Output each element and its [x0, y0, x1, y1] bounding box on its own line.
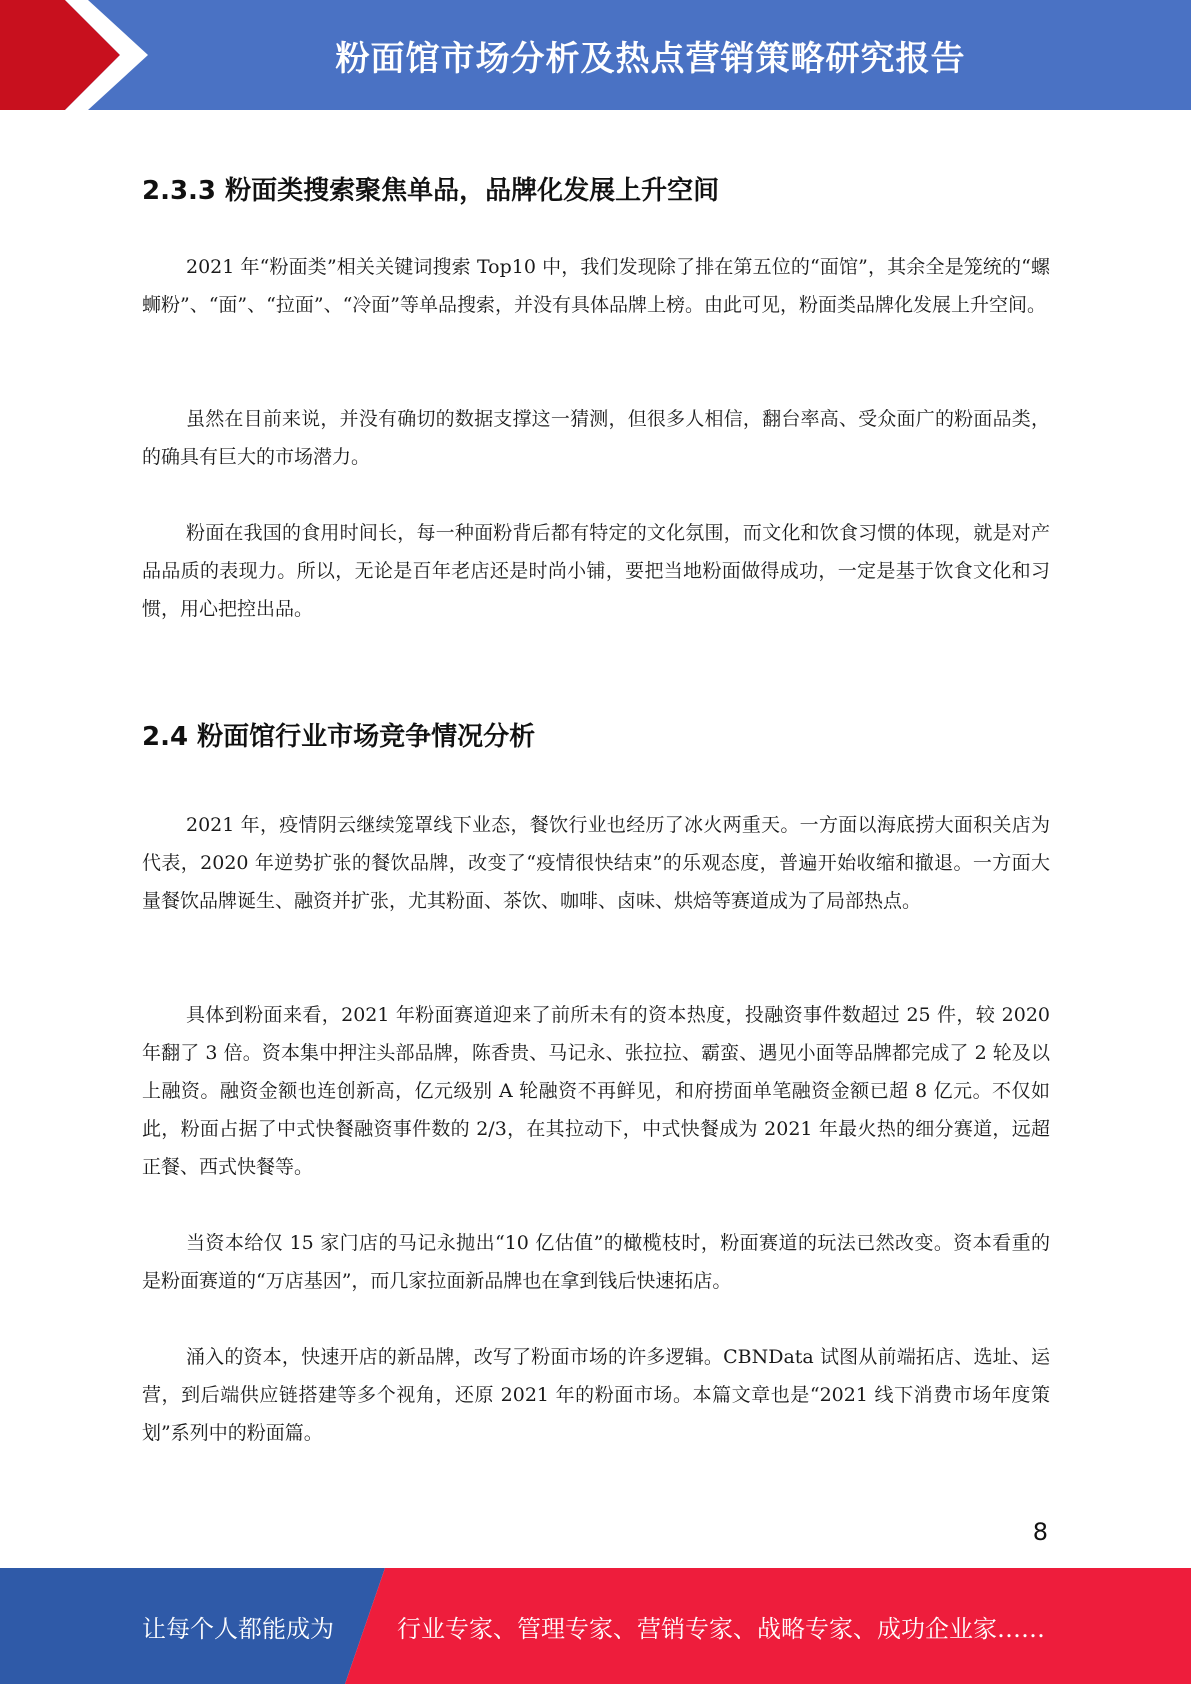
page-header [0, 0, 1191, 110]
page-number: 8 [1032, 1518, 1048, 1546]
section-heading-2-3-3: 2.3.3 粉面类搜索聚焦单品，品牌化发展上升空间 [142, 176, 720, 206]
section-heading-2-4: 2.4 粉面馆行业市场竞争情况分析 [142, 722, 536, 752]
footer-slogan-left: 让每个人都能成为 [142, 1614, 334, 1643]
report-title: 粉面馆市场分析及热点营销策略研究报告 [335, 38, 966, 79]
paragraph: 具体到粉面来看，2021 年粉面赛道迎来了前所未有的资本热度，投融资事件数超过 25 件，较 2020 年翻了 3 倍。资本集中押注头部品牌，陈香贵、马记永、张拉拉、霸蛮、遇见小面等品牌都完成了 2 轮及以上融资。融资金额也连创新高，亿元级别 A 轮融资不再鲜见，和府捞面单笔融资金额已超 8 亿元。不仅如此，粉面占据了中式快餐融资事件数的 2/3，在其拉动下，中式快餐成为 2021 年最火热的细分赛道，远超正餐、西式快餐等。 [142, 1004, 1050, 1178]
paragraph: 虽然在目前来说，并没有确切的数据支撑这一猜测，但很多人相信，翻台率高、受众面广的粉面品类，的确具有巨大的市场潜力。 [142, 408, 1050, 468]
page-footer [0, 1568, 1191, 1684]
footer-slogan-right: 行业专家、管理专家、营销专家、战略专家、成功企业家…… [397, 1614, 1045, 1643]
paragraph: 2021 年，疫情阴云继续笼罩线下业态，餐饮行业也经历了冰火两重天。一方面以海底捞大面积关店为代表，2020 年逆势扩张的餐饮品牌，改变了“疫情很快结束”的乐观态度，普遍开始收缩和撤退。一方面大量餐饮品牌诞生、融资并扩张，尤其粉面、茶饮、咖啡、卤味、烘焙等赛道成为了局部热点。 [142, 814, 1050, 912]
paragraph: 涌入的资本，快速开店的新品牌，改写了粉面市场的许多逻辑。CBNData 试图从前端拓店、选址、运营，到后端供应链搭建等多个视角，还原 2021 年的粉面市场。本篇文章也是“2021 线下消费市场年度策划”系列中的粉面篇。 [142, 1346, 1050, 1444]
paragraph: 粉面在我国的食用时间长，每一种面粉背后都有特定的文化氛围，而文化和饮食习惯的体现，就是对产品品质的表现力。所以，无论是百年老店还是时尚小铺，要把当地粉面做得成功，一定是基于饮食文化和习惯，用心把控出品。 [142, 522, 1050, 620]
paragraph: 当资本给仅 15 家门店的马记永抛出“10 亿估值”的橄榄枝时，粉面赛道的玩法已然改变。资本看重的是粉面赛道的“万店基因”，而几家拉面新品牌也在拿到钱后快速拓店。 [142, 1232, 1050, 1292]
paragraph: 2021 年“粉面类”相关关键词搜索 Top10 中，我们发现除了排在第五位的“面馆”，其余全是笼统的“螺蛳粉”、“面”、“拉面”、“冷面”等单品搜索，并没有具体品牌上榜。由此可见，粉面类品牌化发展上升空间。 [142, 256, 1050, 316]
